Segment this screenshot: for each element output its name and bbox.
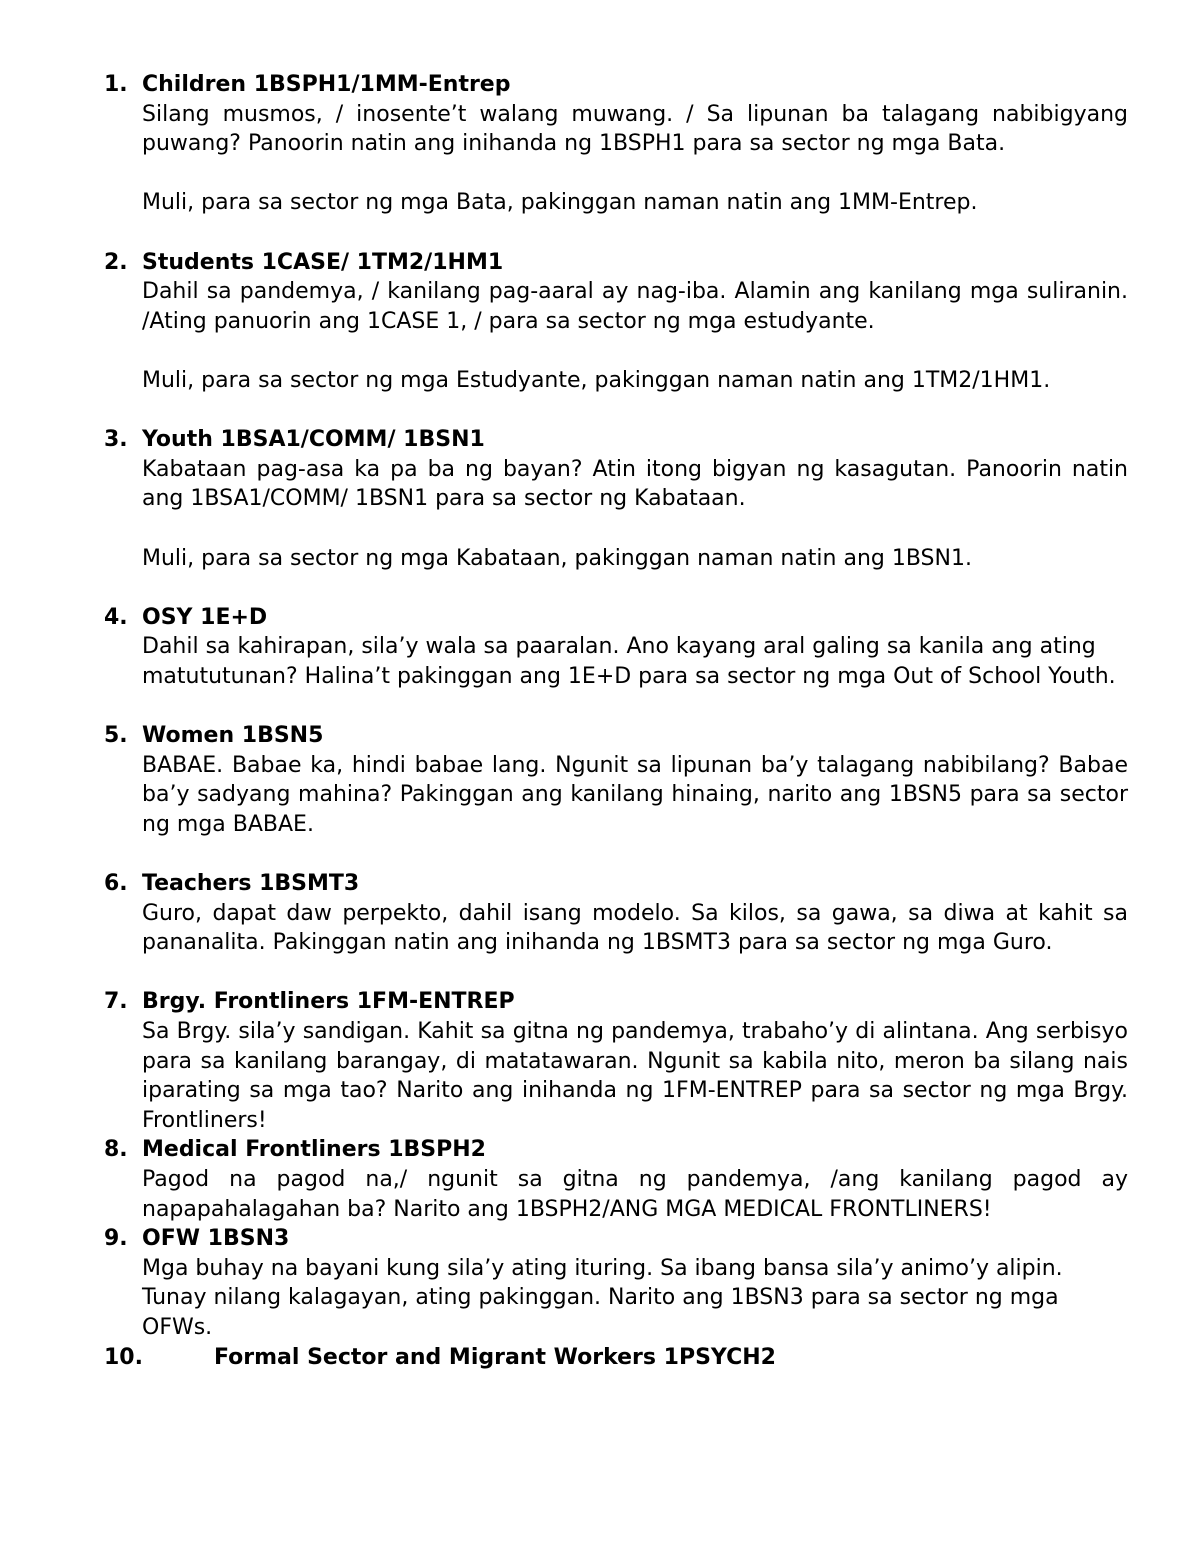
list-item <box>0 248 1200 396</box>
item-number: 3. <box>104 427 128 453</box>
item-number: 9. <box>104 1226 128 1252</box>
item-paragraph: Dahil sa kahirapan, sila’y wala sa paaralan. Ano kayang aral galing sa kanila ang ating matututunan? Halina’t pakinggan ang 1E+D para sa sector ng mga Out of School Youth. <box>142 634 1116 689</box>
item-paragraph: Silang musmos, / inosente’t walang muwang. / Sa lipunan ba talagang nabibigyang puwang? Panoorin natin ang inihanda ng 1BSPH1 para sa sector ng mga Bata. <box>142 101 1128 157</box>
item-number: 6. <box>104 871 128 897</box>
item-title: Brgy. Frontliners 1FM-ENTREP <box>142 989 515 1015</box>
item-number: 2. <box>104 249 128 275</box>
item-number: 1. <box>104 72 128 97</box>
item-paragraph: Muli, para sa sector ng mga Kabataan, pakinggan naman natin ang 1BSN1. <box>142 545 972 571</box>
item-paragraph: Pagod na pagod na,/ ngunit sa gitna ng pandemya, /ang kanilang pagod ay napapahalagahan ba? Narito ang 1BSPH2/ANG MGA MEDICAL FRONTLINERS! <box>142 1166 1128 1222</box>
item-number: 4. <box>104 604 128 630</box>
list-item <box>0 1343 1200 1373</box>
list-item <box>0 721 1200 839</box>
list-item <box>0 987 1200 1135</box>
item-paragraph: Kabataan pag-asa ka pa ba ng bayan? Atin itong bigyan ng kasagutan. Panoorin natin ang 1BSA1/COMM/ 1BSN1 para sa sector ng Kabataan. <box>142 456 1128 512</box>
item-title: Youth 1BSA1/COMM/ 1BSN1 <box>142 427 485 453</box>
item-number: 10. <box>104 1344 143 1370</box>
item-paragraph: Dahil sa pandemya, / kanilang pag-aaral ay nag-iba. Alamin ang kanilang mga suliranin. /Ating panuorin ang 1CASE 1, / para sa sector ng mga estudyante. <box>142 279 1128 334</box>
item-title: OFW 1BSN3 <box>142 1226 290 1252</box>
item-paragraph: Muli, para sa sector ng mga Bata, pakinggan naman natin ang 1MM-Entrep. <box>142 190 978 216</box>
list-item <box>0 70 1200 218</box>
item-title: Children 1BSPH1/1MM-Entrep <box>142 72 511 97</box>
item-paragraph: Mga buhay na bayani kung sila’y ating ituring. Sa ibang bansa sila’y animo’y alipin. Tunay nilang kalagayan, ating pakinggan. Narito ang 1BSN3 para sa sector ng mga OFWs. <box>142 1255 1063 1340</box>
item-number: 5. <box>104 723 128 749</box>
item-paragraph: BABAE. Babae ka, hindi babae lang. Ngunit sa lipunan ba’y talagang nabibilang? Babae ba’y sadyang mahina? Pakinggan ang kanilang hinaing, narito ang 1BSN5 para sa sector ng mga BABAE. <box>142 752 1128 837</box>
list-item <box>0 869 1200 958</box>
item-title: Teachers 1BSMT3 <box>142 871 360 897</box>
list-item <box>0 1135 1200 1224</box>
item-number: 8. <box>104 1137 128 1163</box>
document-page <box>0 70 1200 1372</box>
item-paragraph: Sa Brgy. sila’y sandigan. Kahit sa gitna ng pandemya, trabaho’y di alintana. Ang serbisyo para sa kanilang barangay, di matatawaran. Ngunit sa kabila nito, meron ba silang nais iparating sa mga tao? Narito ang inihanda ng 1FM-ENTREP para sa sector ng mga Brgy. Frontliners! <box>142 1019 1128 1133</box>
item-title: Medical Frontliners 1BSPH2 <box>142 1137 486 1163</box>
item-title: OSY 1E+D <box>142 604 268 630</box>
list-item <box>0 603 1200 692</box>
item-paragraph: Muli, para sa sector ng mga Estudyante, pakinggan naman natin ang 1TM2/1HM1. <box>142 367 1051 393</box>
list-item <box>0 425 1200 573</box>
item-title: Formal Sector and Migrant Workers 1PSYCH2 <box>214 1344 776 1370</box>
item-number: 7. <box>104 989 128 1015</box>
item-title: Students 1CASE/ 1TM2/1HM1 <box>142 249 504 275</box>
item-paragraph: Guro, dapat daw perpekto, dahil isang modelo. Sa kilos, sa gawa, sa diwa at kahit sa pananalita. Pakinggan natin ang inihanda ng 1BSMT3 para sa sector ng mga Guro. <box>142 900 1128 956</box>
item-title: Women 1BSN5 <box>142 723 324 749</box>
list-item <box>0 1224 1200 1342</box>
